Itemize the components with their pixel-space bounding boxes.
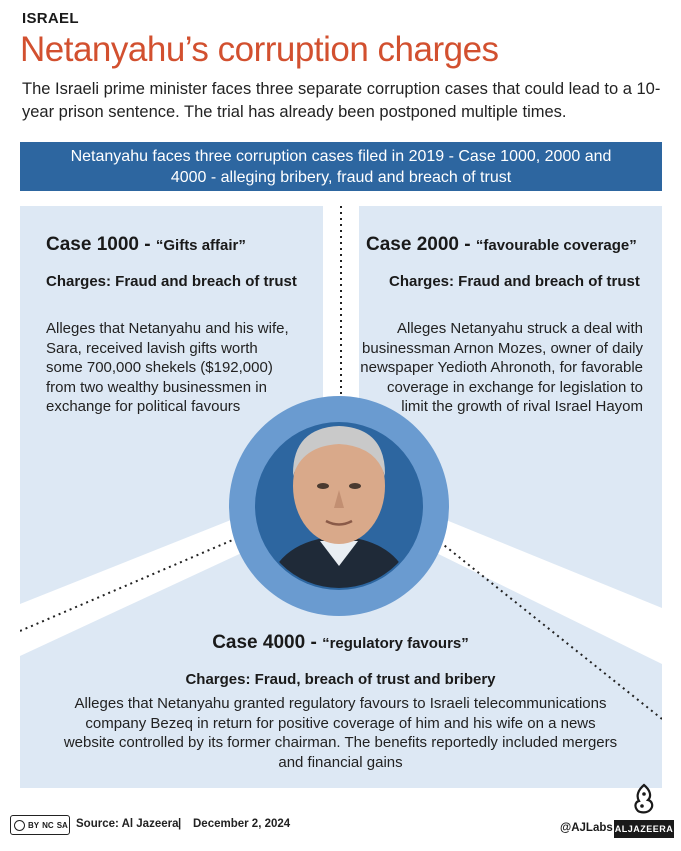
case-2000-heading	[366, 234, 637, 256]
cc-nc-label: NC	[42, 820, 54, 830]
case-2000-nickname: “favourable coverage”	[475, 237, 637, 254]
case-1000-name: Case 1000 -	[46, 234, 156, 255]
cc-sa-label: SA	[56, 820, 68, 830]
case-2000-name: Case 2000 -	[366, 234, 476, 255]
case-4000-name: Case 4000 -	[212, 632, 323, 653]
cc-by-label: BY	[28, 820, 40, 830]
cc-icon	[14, 820, 25, 831]
intro-text: The Israeli prime minister faces three separate corruption cases that could lead to a 10-year prison sentence. The trial has already been postponed multiple times.	[22, 80, 661, 121]
summary-banner-text: Netanyahu faces three corruption cases filed in 2019 - Case 1000, 2000 and 4000 - alleging bribery, fraud and breach of trust	[70, 147, 612, 186]
footer-separator: |	[178, 818, 182, 830]
page-title: Netanyahu’s corruption charges	[20, 30, 499, 69]
creative-commons-badge	[10, 815, 70, 835]
case-2000-charges: Charges: Fraud and breach of trust	[389, 273, 640, 290]
brand-wordmark: ALJAZEERA	[614, 820, 674, 838]
case-1000-heading	[46, 234, 246, 256]
case-4000-description: Alleges that Netanyahu granted regulatory favours to Israeli telecommunications company Bezeq in return for positive coverage of him and his wife on a news website controlled by its former chairman. The benefits reportedly included mergers and financial gains	[63, 695, 618, 771]
case-2000-description: Alleges Netanyahu struck a deal with businessman Arnon Mozes, owner of daily newspaper Yedioth Ahronoth, for favorable coverage in exchange for legislation to limit the growth of rival Israel Hayom	[360, 320, 643, 415]
case-4000-nickname: “regulatory favours”	[322, 635, 469, 652]
case-1000-description: Alleges that Netanyahu and his wife, Sara, received lavish gifts worth some 700,000 shekels ($192,000) from two wealthy businessmen in exchange for political favours	[46, 320, 289, 415]
social-handle: @AJLabs	[560, 822, 613, 834]
section-kicker: ISRAEL	[22, 10, 79, 27]
source-credit: Source: Al Jazeera	[76, 818, 179, 830]
case-4000-charges: Charges: Fraud, breach of trust and bribery	[185, 671, 496, 688]
summary-banner	[20, 142, 662, 191]
case-1000-charges: Charges: Fraud and breach of trust	[46, 273, 297, 290]
case-4000-heading	[0, 632, 681, 654]
case-1000-nickname: “Gifts affair”	[155, 237, 246, 254]
publish-date: December 2, 2024	[193, 818, 291, 830]
aljazeera-logo-icon	[627, 782, 661, 816]
